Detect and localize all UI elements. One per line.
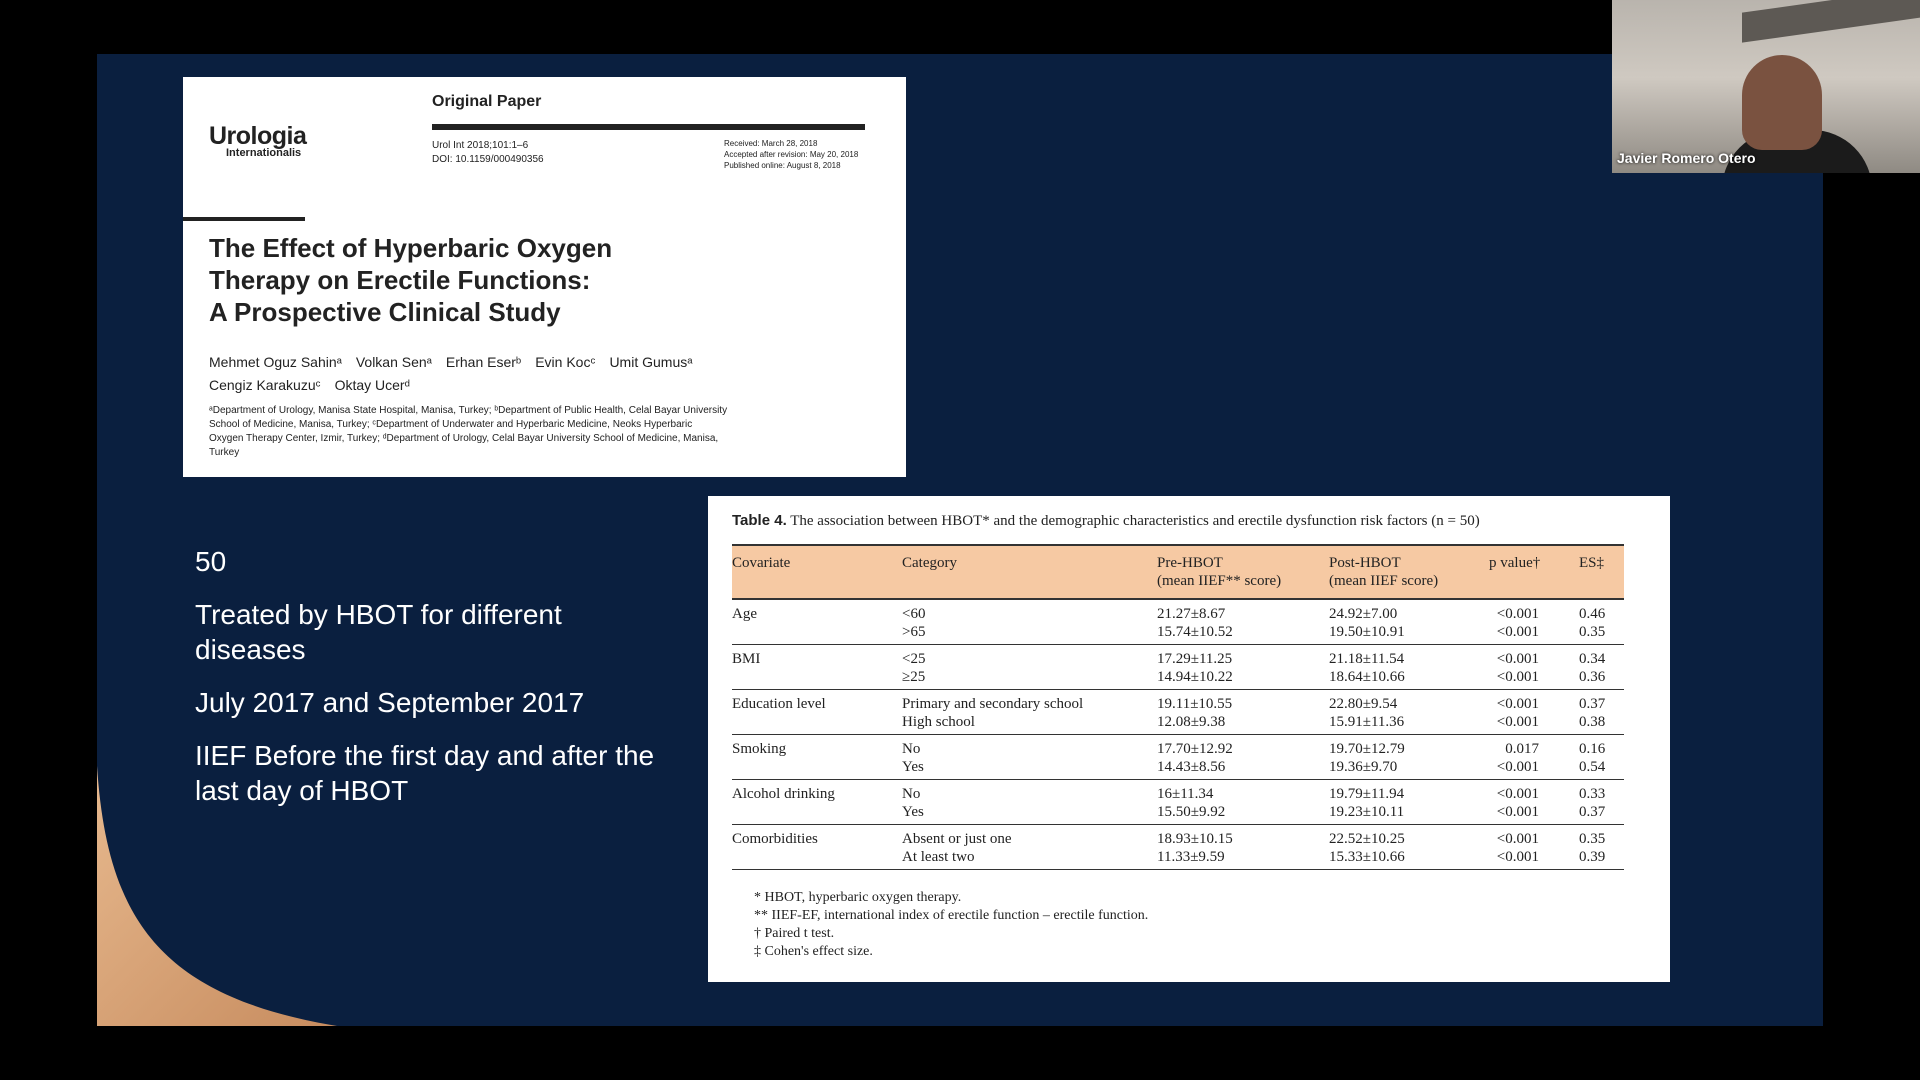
paper-header-image — [183, 77, 906, 477]
presentation-slide — [97, 54, 1823, 1026]
table-row: Alcohol drinking No Yes 16±11.34 15.50±9.92 19.79±11.94 19.23±10.11 <0.001 <0.001 0.33 0.37 — [732, 780, 1624, 825]
publication-dates: Received: March 28, 2018 Accepted after revision: May 20, 2018 Published online: August 8, 2018 — [724, 139, 859, 170]
participant-face — [1742, 55, 1822, 150]
journal-logo: Urologia Internationalis — [209, 122, 307, 159]
participant-name: Javier Romero Otero — [1617, 150, 1756, 166]
paper-type-label: Original Paper — [432, 93, 542, 110]
results-table-image — [708, 496, 1670, 982]
table-row: Age <60 >65 21.27±8.67 15.74±10.52 24.92±7.00 19.50±10.91 <0.001 <0.001 0.46 0.35 — [732, 599, 1624, 645]
header-rule — [432, 124, 865, 130]
bullet-period: July 2017 and September 2017 — [195, 687, 585, 718]
bullet-sample-size: 50 — [195, 546, 227, 577]
table-caption: Table 4. The association between HBOT* and the demographic characteristics and erectile dysfunction risk factors (n = 50) — [732, 512, 1480, 529]
table-row: BMI <25 ≥25 17.29±11.25 14.94±10.22 21.18±11.54 18.64±10.66 <0.001 <0.001 0.34 0.36 — [732, 645, 1624, 690]
slide-bullets — [195, 544, 675, 826]
table-row: Comorbidities Absent or just one At least two 18.93±10.15 11.33±9.59 22.52±10.25 15.33±10.66 <0.001 <0.001 0.35 0.39 — [732, 825, 1624, 870]
video-background — [1742, 0, 1920, 43]
affiliations: ᵃDepartment of Urology, Manisa State Hospital, Manisa, Turkey; ᵇDepartment of Public Health, Celal Bayar University School of Medicine, Manisa, Turkey; ᶜDepartment of Underwater and Hyperbaric Medicine, Neoks Hyperbaric Oxygen Therapy Center, Izmir, Turkey; ᵈDepartment of Urology, Celal Bayar University School of Medicine, Manisa, Turkey — [209, 405, 728, 458]
table-row: Smoking No Yes 17.70±12.92 14.43±8.56 19.70±12.79 19.36±9.70 0.017 <0.001 0.16 0.54 — [732, 735, 1624, 780]
table-row: Education level Primary and secondary school High school 19.11±10.55 12.08±9.38 22.80±9.54 15.91±11.36 <0.001 <0.001 0.37 0.38 — [732, 690, 1624, 735]
table-header-row: Covariate Category Pre-HBOT (mean IIEF** score) Post-HBOT (mean IIEF score) p value† ES‡ — [732, 545, 1624, 599]
bullet-population: Treated by HBOT for different diseases — [195, 599, 562, 665]
paper-title: The Effect of Hyperbaric Oxygen Therapy on Erectile Functions: A Prospective Clinical Study — [209, 233, 613, 327]
table-footnotes: * HBOT, hyperbaric oxygen therapy. ** IIEF-EF, international index of erectile function – erectile function. † Paired t test. ‡ Cohen's effect size. — [754, 890, 1149, 959]
citation: Urol Int 2018;101:1–6 DOI: 10.1159/000490356 — [432, 140, 544, 165]
participant-video-tile[interactable] — [1612, 0, 1920, 173]
bullet-measure: IIEF Before the first day and after the last day of HBOT — [195, 740, 655, 806]
author-list: Mehmet Oguz Sahinᵃ Volkan Senᵃ Erhan Eserᵇ Evin Kocᶜ Umit Gumusᵃ Cengiz Karakuzuᶜ Oktay Ucerᵈ — [209, 354, 693, 393]
results-table — [732, 544, 1624, 870]
title-rule — [183, 217, 305, 221]
